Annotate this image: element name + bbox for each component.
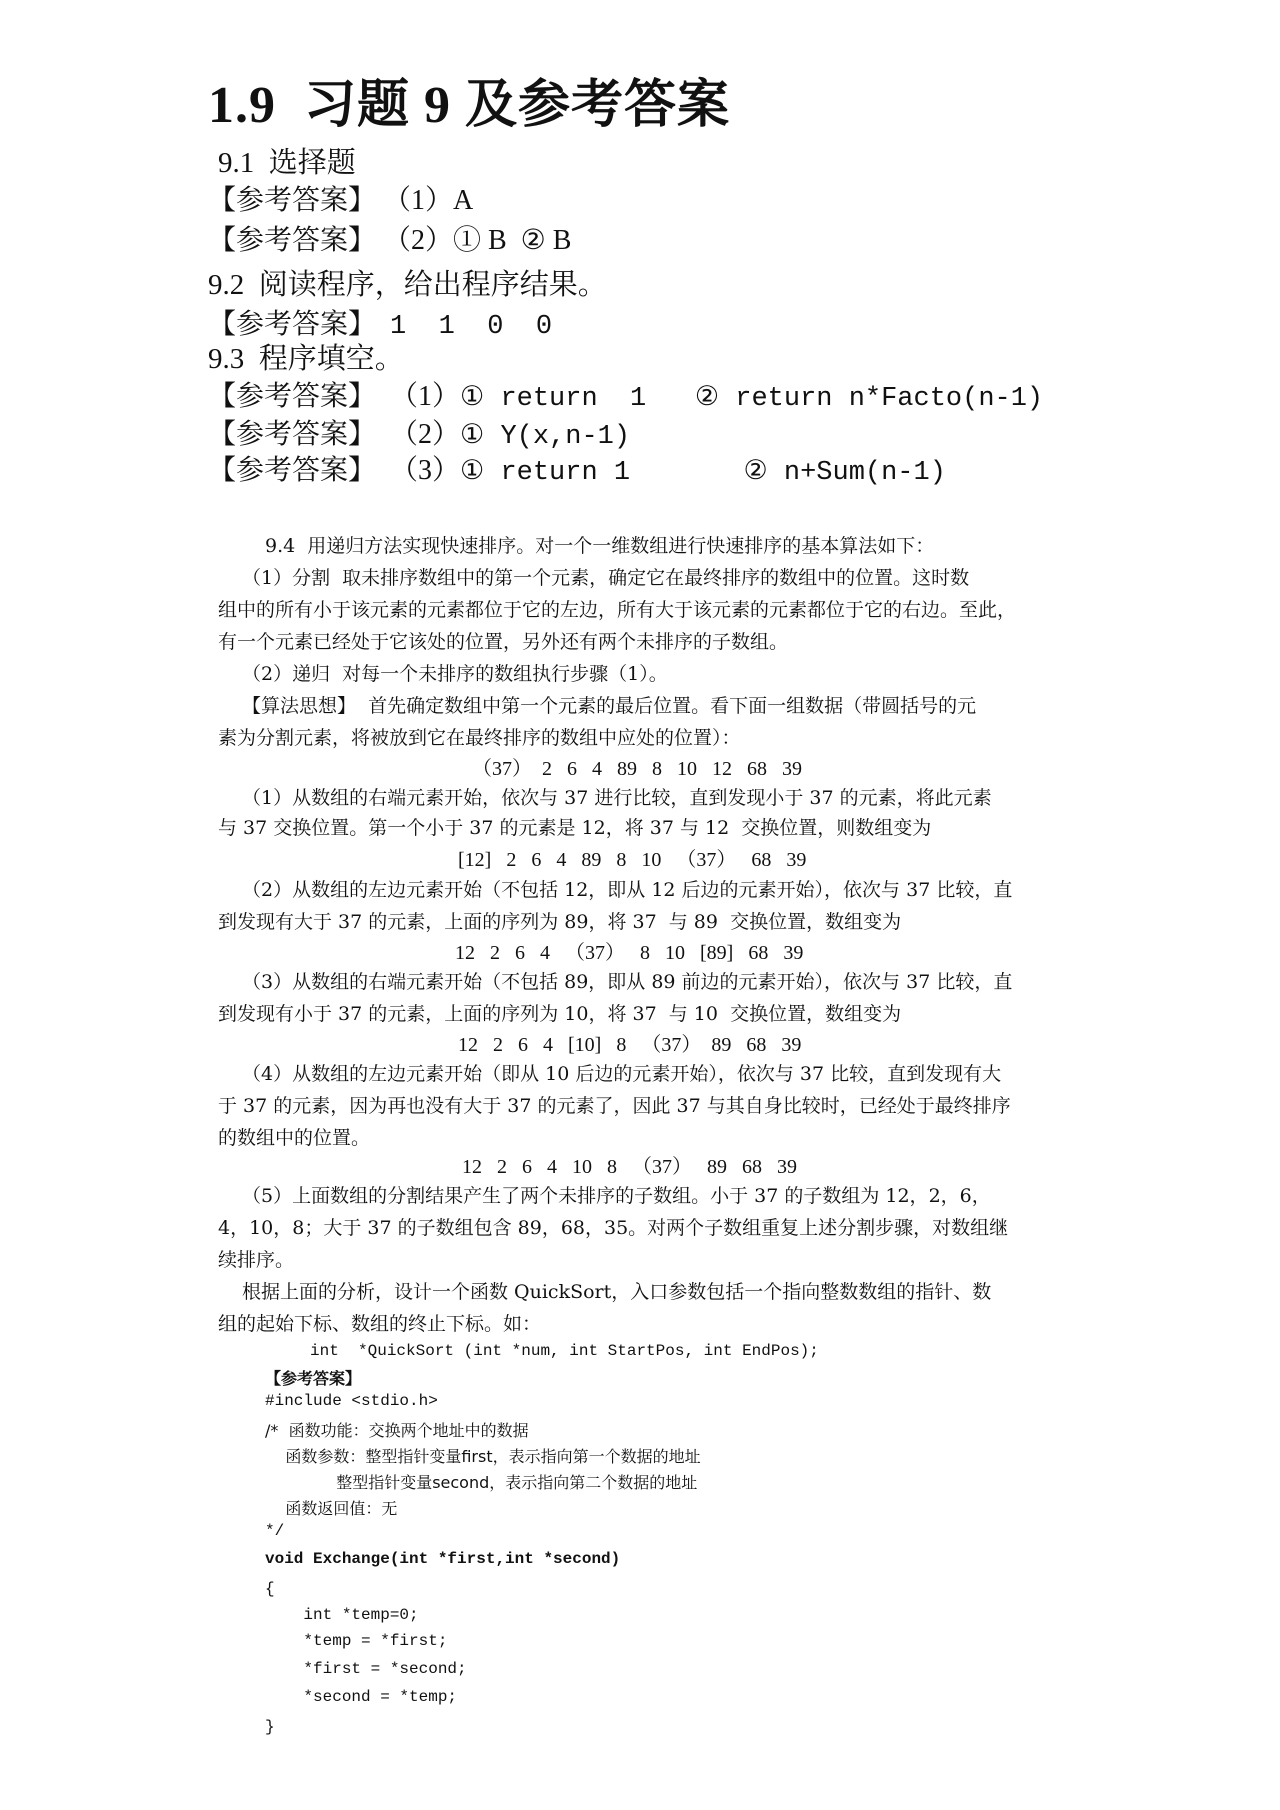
q94-line: 【算法思想】 首先确定数组中第一个元素的最后位置。看下面一组数据（带圆括号的元 (242, 695, 977, 717)
answer-parts: ① return 1 ② n+Sum(n-1) (460, 458, 946, 488)
answer-num: （1） (390, 381, 461, 412)
code-line: *second = *temp; (265, 1688, 458, 1706)
code-line: { (265, 1580, 275, 1598)
sequence-row: 12 2 6 4 （37） 8 10 [89] 68 39 (455, 942, 804, 964)
code-line: #include <stdio.h> (265, 1392, 438, 1410)
q91-answer-2: 【参考答案】 （2）① B ② B (208, 225, 572, 256)
answer-value: 1 1 0 0 (390, 312, 553, 342)
q94-line: 于 37 的元素，因为再也没有大于 37 的元素了，因此 37 与其自身比较时，已经处于最终排序 (218, 1095, 1011, 1117)
sequence-row: 12 2 6 4 [10] 8 （37） 89 68 39 (458, 1034, 802, 1056)
q94-line: 到发现有小于 37 的元素，上面的序列为 10，将 37 与 10 交换位置，数组变为 (218, 1003, 902, 1025)
answer-num: （3） (390, 455, 461, 486)
q94-line: （1）分割 取未排序数组中的第一个元素，确定它在最终排序的数组中的位置。这时数 (242, 567, 970, 589)
code-line: *first = *second; (265, 1660, 467, 1678)
sequence-row: [12] 2 6 4 89 8 10 （37） 68 39 (458, 849, 807, 871)
code-comment: 函数参数：整型指针变量first，表示指向第一个数据的地址 (265, 1447, 701, 1466)
q94-line: 续排序。 (218, 1249, 295, 1271)
q94-line: 与 37 交换位置。第一个小于 37 的元素是 12，将 37 与 12 交换位置，则数组变为 (218, 817, 932, 839)
answer-label: 【参考答案】 (208, 455, 377, 486)
code-line: */ (265, 1522, 285, 1540)
q94-line: 有一个元素已经处于它该处的位置，另外还有两个未排序的子数组。 (218, 631, 789, 653)
q94-line: （1）从数组的右端元素开始，依次与 37 进行比较，直到发现小于 37 的元素，将此元素 (242, 787, 992, 809)
sequence-row: （37） 2 6 4 89 8 10 12 68 39 (472, 758, 802, 780)
answer-label: 【参考答案】 (208, 381, 377, 412)
q91-heading: 9.1 选择题 (218, 147, 356, 179)
q94-line: 素为分割元素，将被放到它在最终排序的数组中应处的位置）： (218, 727, 741, 749)
code-line: } (265, 1718, 275, 1736)
q94-line: （3）从数组的右端元素开始（不包括 89，即从 89 前边的元素开始），依次与 37 比较，直 (242, 971, 1013, 993)
function-signature: int *QuickSort (int *num, int StartPos, int EndPos); (310, 1342, 819, 1360)
q94-line: （2）递归 对每一个未排序的数组执行步骤（1）。 (242, 663, 668, 685)
q93-answer-2 (208, 412, 630, 452)
code-comment: /* 函数功能：交换两个地址中的数据 (265, 1421, 529, 1440)
answer-num: （2） (390, 419, 461, 450)
q94-line: 的数组中的位置。 (218, 1127, 371, 1149)
code-line: void Exchange(int *first,int *second) (265, 1550, 621, 1568)
code-comment: 函数返回值：无 (265, 1499, 398, 1518)
q94-line: （2）从数组的左边元素开始（不包括 12，即从 12 后边的元素开始），依次与 37 比较，直 (242, 879, 1013, 901)
answer-label: 【参考答案】 (208, 309, 377, 340)
q94-line: 4，10，8；大于 37 的子数组包含 89，68，35。对两个子数组重复上述分割步骤，对数组继 (218, 1217, 1009, 1239)
answer-parts: ① return 1 ② return n*Facto(n-1) (460, 384, 1044, 414)
answer-parts: ① Y(x,n-1) (460, 422, 631, 452)
q93-heading: 9.3 程序填空。 (208, 343, 404, 375)
q93-answer-1 (208, 374, 1043, 414)
q94-line: 根据上面的分析，设计一个函数 QuickSort，入口参数包括一个指向整数数组的指针、数 (242, 1281, 992, 1303)
q94-line: 9.4 用递归方法实现快速排序。对一个一维数组进行快速排序的基本算法如下： (265, 535, 935, 557)
answer-label: 【参考答案】 (265, 1369, 362, 1388)
q94-line: 组中的所有小于该元素的元素都位于它的左边，所有大于该元素的元素都位于它的右边。至此， (218, 599, 1017, 621)
q91-answer-1: 【参考答案】 （1）A (208, 185, 474, 216)
q94-line: （5）上面数组的分割结果产生了两个未排序的子数组。小于 37 的子数组为 12，2，6， (242, 1185, 991, 1207)
section-title: 1.9 习题 9 及参考答案 (208, 77, 731, 134)
code-line: int *temp=0; (265, 1606, 419, 1624)
q93-answer-3 (208, 448, 946, 488)
q94-line: 组的起始下标、数组的终止下标。如： (218, 1313, 542, 1335)
q92-heading: 9.2 阅读程序，给出程序结果。 (208, 269, 607, 301)
q94-line: （4）从数组的左边元素开始（即从 10 后边的元素开始），依次与 37 比较，直到发现有大 (242, 1063, 1002, 1085)
code-line: *temp = *first; (265, 1632, 448, 1650)
q94-line: 到发现有大于 37 的元素，上面的序列为 89，将 37 与 89 交换位置，数组变为 (218, 911, 902, 933)
sequence-row: 12 2 6 4 10 8 （37） 89 68 39 (462, 1156, 797, 1178)
answer-label: 【参考答案】 (208, 419, 377, 450)
code-comment: 整型指针变量second，表示指向第二个数据的地址 (265, 1473, 698, 1492)
